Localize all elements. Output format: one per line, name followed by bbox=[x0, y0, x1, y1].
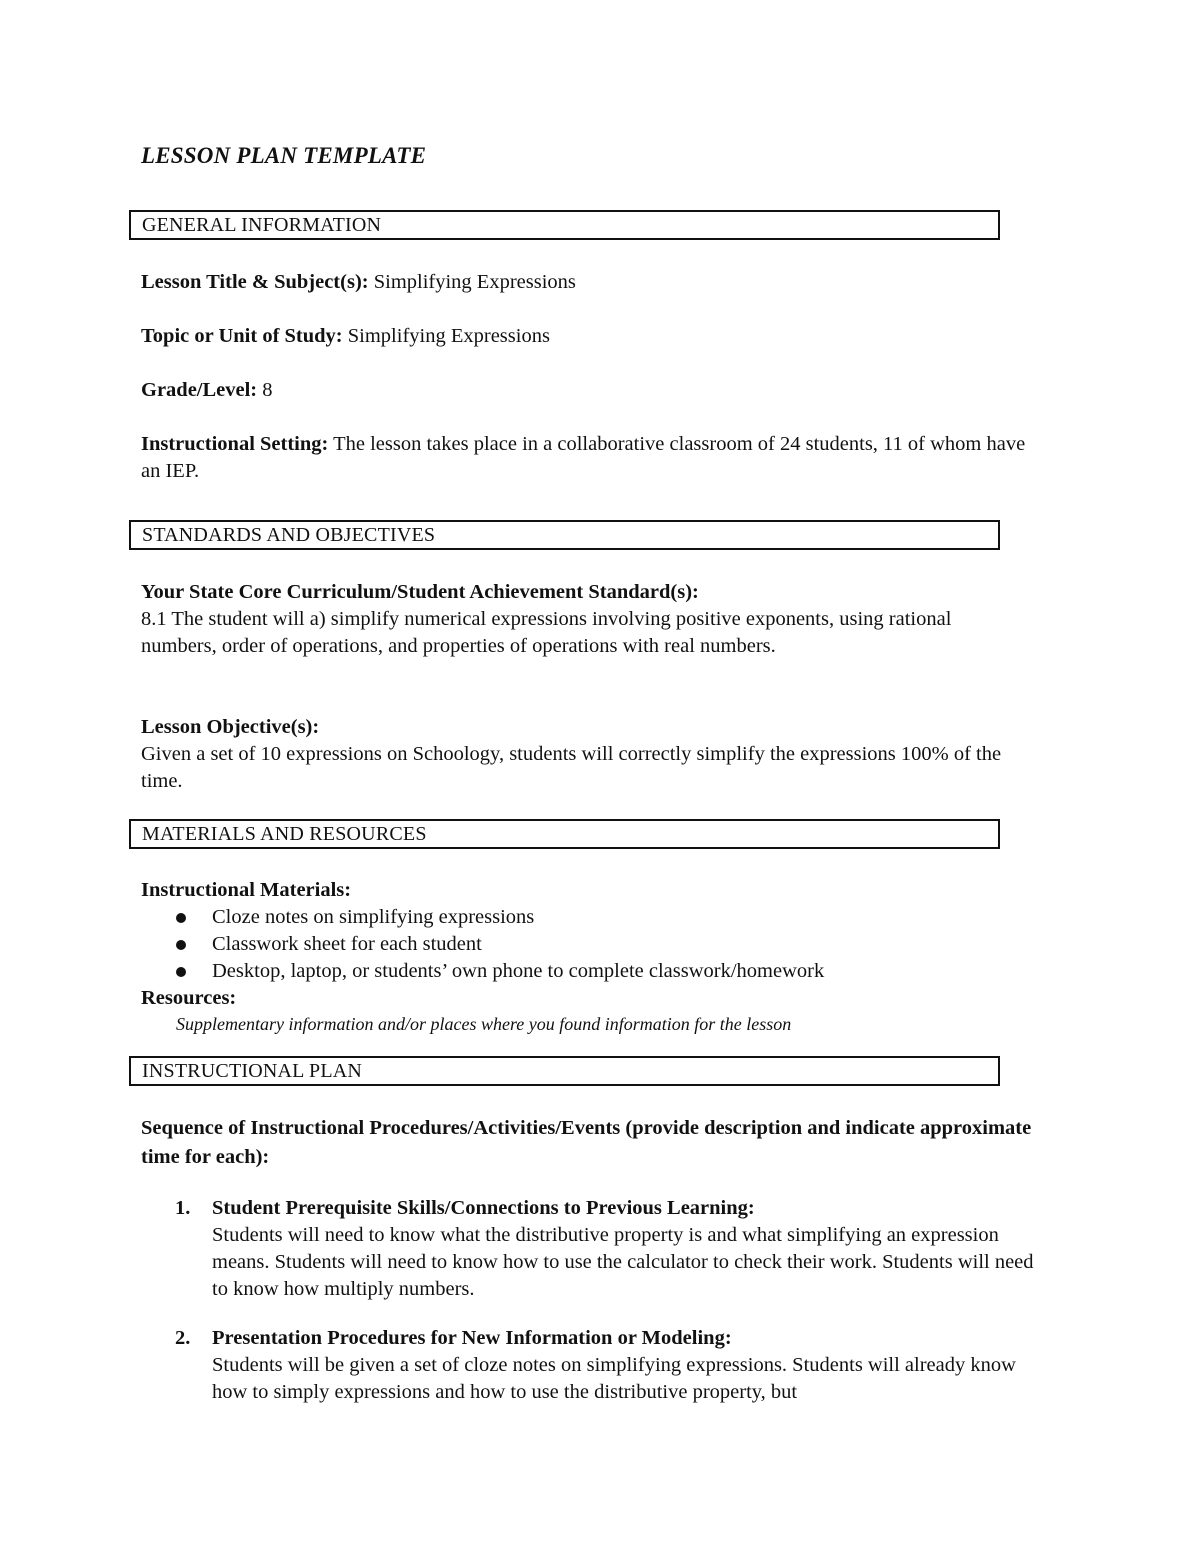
section-header-label: GENERAL INFORMATION bbox=[142, 214, 382, 236]
step-heading: Student Prerequisite Skills/Connections to Previous Learning: bbox=[212, 1197, 755, 1219]
setting-field bbox=[141, 431, 1046, 485]
list-item: Desktop, laptop, or students’ own phone to complete classwork/homework bbox=[141, 958, 1041, 985]
field-label: Lesson Title & Subject(s): bbox=[141, 271, 369, 293]
core-standard-text: 8.1 The student will a) simplify numerical expressions involving positive exponents, using rational numbers, order of operations, and properties of operations with real numbers. bbox=[141, 608, 952, 657]
step-heading: Presentation Procedures for New Information or Modeling: bbox=[212, 1327, 732, 1349]
section-header-instructional bbox=[129, 1056, 1000, 1086]
field-label: Grade/Level: bbox=[141, 379, 258, 401]
section-header-label: STANDARDS AND OBJECTIVES bbox=[142, 524, 436, 546]
section-header-label: MATERIALS AND RESOURCES bbox=[142, 823, 427, 845]
grade-field bbox=[141, 377, 1051, 404]
bullet-icon bbox=[176, 940, 186, 950]
field-value: Simplifying Expressions bbox=[342, 325, 550, 347]
sequence-label: Sequence of Instructional Procedures/Activities/Events (provide description and indicate approximate time for each): bbox=[141, 1117, 1032, 1168]
step-number: 2. bbox=[175, 1327, 191, 1349]
bullet-icon bbox=[176, 913, 186, 923]
bullet-icon bbox=[176, 967, 186, 977]
field-label: Topic or Unit of Study: bbox=[141, 325, 343, 347]
section-header-label: INSTRUCTIONAL PLAN bbox=[142, 1060, 363, 1082]
field-value: The lesson takes place in a collaborative classroom of 24 students, 11 of whom have an IEP. bbox=[141, 433, 1026, 482]
step-text: Students will be given a set of cloze notes on simplifying expressions. Students will already know how to simply expressions and how to use the distributive property, but bbox=[212, 1354, 1016, 1403]
field-value: 8 bbox=[257, 379, 273, 401]
lesson-objective-text: Given a set of 10 expressions on Schoology, students will correctly simplify the expressions 100% of the time. bbox=[141, 743, 1002, 792]
field-value: Simplifying Expressions bbox=[368, 271, 576, 293]
topic-field bbox=[141, 323, 1051, 350]
resources-note: Supplementary information and/or places where you found information for the lesson bbox=[176, 1014, 792, 1034]
section-header-materials bbox=[129, 819, 1000, 849]
lesson-objective-label: Lesson Objective(s): bbox=[141, 716, 320, 738]
step-text: Students will need to know what the distributive property is and what simplifying an expression means. Students will need to know how to use the calculator to check their work. Students will need to know how multiply numbers. bbox=[212, 1224, 1034, 1300]
instructional-materials-label: Instructional Materials: bbox=[141, 879, 352, 901]
field-label: Instructional Setting: bbox=[141, 433, 329, 455]
section-header-general bbox=[129, 210, 1000, 240]
step-number: 1. bbox=[175, 1197, 191, 1219]
core-standard-label: Your State Core Curriculum/Student Achievement Standard(s): bbox=[141, 581, 699, 603]
section-header-standards bbox=[129, 520, 1000, 550]
materials-list bbox=[141, 904, 1041, 985]
lesson-title-field bbox=[141, 269, 1051, 296]
resources-label: Resources: bbox=[141, 987, 237, 1009]
list-item: Classwork sheet for each student bbox=[141, 931, 1041, 958]
list-item: Cloze notes on simplifying expressions bbox=[141, 904, 1041, 931]
document-title: LESSON PLAN TEMPLATE bbox=[141, 143, 427, 168]
